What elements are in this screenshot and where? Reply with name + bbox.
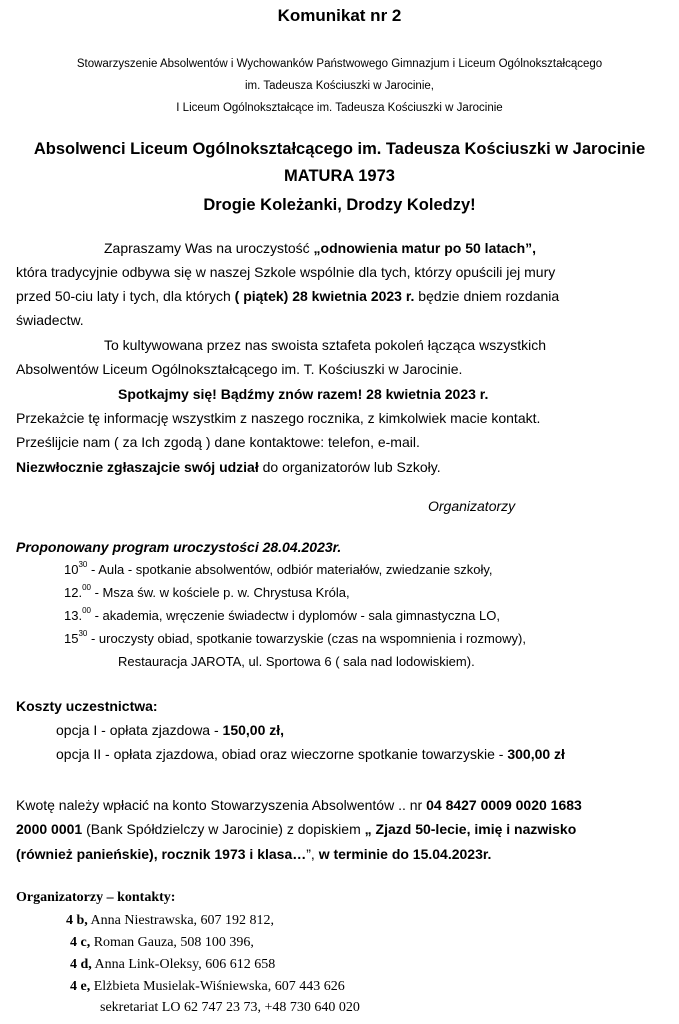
payment-text: ”, bbox=[306, 846, 319, 862]
payment-deadline: w terminie do 15.04.2023r. bbox=[318, 846, 492, 862]
contact-details: Elżbieta Musielak-Wiśniewska, 607 443 626 bbox=[90, 979, 345, 994]
contact-class: 4 e, bbox=[70, 979, 91, 994]
contact-details: Anna Link-Oleksy, 606 612 658 bbox=[91, 957, 276, 972]
program-desc: - uroczysty obiad, spotkanie towarzyskie (czas na wspomnienia i rozmowy), bbox=[87, 631, 526, 646]
program-time: 15 bbox=[64, 631, 79, 646]
invitation-line-3 bbox=[16, 288, 559, 304]
invitation-line-8: Przekażcie tę informację wszystkim z naszego rocznika, z kimkolwiek macie kontakt. bbox=[16, 410, 541, 426]
invitation-text: do organizatorów lub Szkoły. bbox=[258, 459, 441, 475]
program-time-minutes: 30 bbox=[78, 629, 88, 638]
program-time-minutes: 00 bbox=[82, 583, 91, 592]
invitation-text: będzie dniem rozdania bbox=[414, 288, 560, 304]
association-line-2: im. Tadeusza Kościuszki w Jarocinie, bbox=[245, 80, 434, 92]
cost-option-label: opcja I - opłata zjazdowa - bbox=[56, 722, 223, 738]
contact-details: Roman Gauza, 508 100 396, bbox=[90, 935, 254, 950]
contact-item bbox=[70, 957, 275, 973]
program-time-minutes: 00 bbox=[82, 606, 91, 615]
invitation-text: Zapraszamy Was na uroczystość bbox=[104, 240, 314, 256]
payment-note: „ Zjazd 50-lecie, imię i nazwisko bbox=[364, 821, 577, 837]
program-item bbox=[64, 585, 350, 600]
program-time: 10 bbox=[64, 562, 79, 577]
contact-item bbox=[70, 979, 345, 995]
invitation-text: przed 50-ciu laty i tych, dla których bbox=[16, 288, 235, 304]
cost-option-label: opcja II - opłata zjazdowa, obiad oraz wieczorne spotkanie towarzyskie - bbox=[56, 746, 508, 762]
contact-item bbox=[70, 935, 254, 951]
invitation-line-2: która tradycyjnie odbywa się w naszej Szkole wspólnie dla tych, którzy opuścili jej mury bbox=[16, 264, 556, 280]
invitation-line-6: Absolwentów Liceum Ogólnokształcącego im. T. Kościuszki w Jarocinie. bbox=[16, 361, 463, 377]
program-time-minutes: 30 bbox=[78, 560, 88, 569]
payment-note: (również panieńskie), rocznik 1973 i klasa… bbox=[16, 846, 307, 862]
cost-option-1 bbox=[56, 722, 284, 738]
page-title: Komunikat nr 2 bbox=[277, 6, 402, 25]
contact-class: 4 b, bbox=[66, 913, 88, 928]
invitation-slogan: Spotkajmy się! Bądźmy znów razem! 28 kwietnia 2023 r. bbox=[118, 386, 489, 402]
program-title: Proponowany program uroczystości 28.04.2023r. bbox=[16, 539, 342, 555]
program-item bbox=[64, 631, 526, 646]
signature-organizers: Organizatorzy bbox=[428, 498, 516, 514]
program-time: 13. bbox=[64, 608, 83, 623]
program-item bbox=[64, 562, 493, 577]
program-desc: - Aula - spotkanie absolwentów, odbiór materiałów, zwiedzanie szkoły, bbox=[87, 562, 493, 577]
contact-class: 4 c, bbox=[70, 935, 91, 950]
contact-details: Anna Niestrawska, 607 192 812, bbox=[87, 913, 275, 928]
contact-class: 4 d, bbox=[70, 957, 92, 972]
program-desc: - Msza św. w kościele p. w. Chrystusa Króla, bbox=[90, 585, 350, 600]
payment-line-3 bbox=[16, 846, 491, 862]
invitation-line-4: świadectw. bbox=[16, 312, 84, 328]
payment-line-1 bbox=[16, 797, 582, 813]
invitation-line-1 bbox=[104, 240, 536, 256]
contact-secretariat: sekretariat LO 62 747 23 73, +48 730 640 020 bbox=[100, 1000, 360, 1015]
program-time: 12. bbox=[64, 585, 83, 600]
contacts-title: Organizatorzy – kontakty: bbox=[16, 890, 176, 905]
bank-account-number: 04 8427 0009 0020 1683 bbox=[426, 797, 582, 813]
heading-graduates: Absolwenci Liceum Ogólnokształcącego im. Tadeusza Kościuszki w Jarocinie bbox=[33, 140, 646, 158]
cost-amount: 150,00 zł, bbox=[222, 722, 285, 738]
event-date: ( piątek) 28 kwietnia 2023 r. bbox=[234, 288, 415, 304]
payment-text: Kwotę należy wpłacić na konto Stowarzyszenia Absolwentów .. nr bbox=[16, 797, 427, 813]
invitation-line-5: To kultywowana przez nas swoista sztafeta pokoleń łącząca wszystkich bbox=[104, 337, 546, 353]
bank-account-number-end: 2000 0001 bbox=[16, 821, 83, 837]
program-item-continuation: Restauracja JAROTA, ul. Sportowa 6 ( sala nad lodowiskiem). bbox=[118, 654, 475, 669]
payment-text: (Bank Spółdzielczy w Jarocinie) z dopiskiem bbox=[82, 821, 365, 837]
association-line-3: I Liceum Ogólnokształcące im. Tadeusza Kościuszki w Jarocinie bbox=[176, 102, 503, 114]
contact-item bbox=[66, 913, 274, 929]
heading-matura: MATURA 1973 bbox=[284, 167, 395, 185]
cost-amount: 300,00 zł bbox=[507, 746, 565, 762]
invitation-line-10 bbox=[16, 459, 441, 475]
association-line-1: Stowarzyszenie Absolwentów i Wychowanków Państwowego Gimnazjum i Liceum Ogólnokształcącego bbox=[76, 58, 603, 70]
invitation-event: „odnowienia matur po 50 latach”, bbox=[313, 240, 537, 256]
costs-title: Koszty uczestnictwa: bbox=[16, 698, 158, 714]
program-desc: - akademia, wręczenie świadectw i dyplomów - sala gimnastyczna LO, bbox=[90, 608, 500, 623]
cost-option-2 bbox=[56, 746, 565, 762]
register-emphasis: Niezwłocznie zgłaszajcie swój udział bbox=[16, 459, 259, 475]
heading-greeting: Drogie Koleżanki, Drodzy Koledzy! bbox=[203, 196, 476, 214]
invitation-line-9: Prześlijcie nam ( za Ich zgodą ) dane kontaktowe: telefon, e-mail. bbox=[16, 434, 420, 450]
program-item bbox=[64, 608, 500, 623]
payment-line-2 bbox=[16, 821, 576, 837]
